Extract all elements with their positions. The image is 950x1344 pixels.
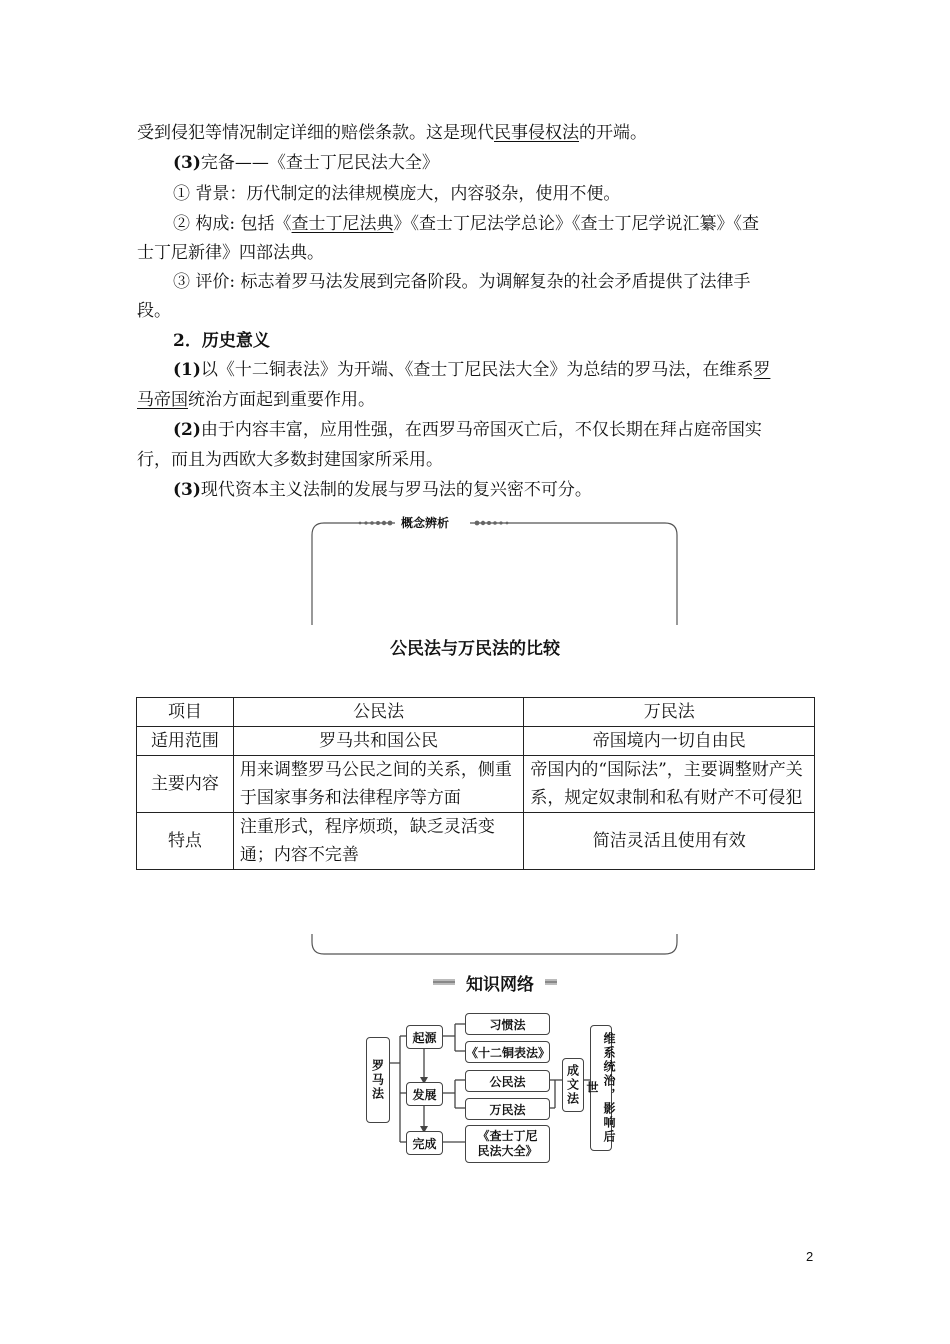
text: 》《查士丁尼法学总论》《查士丁尼学说汇纂》《查: [393, 214, 760, 234]
row-label: 适用范围: [137, 727, 234, 756]
item-number: (3): [173, 153, 201, 173]
network-leaf-corpus-juris: [465, 1125, 550, 1163]
body-line-1: [137, 121, 647, 145]
table-cell: 帝国境内一切自由民: [524, 727, 815, 756]
network-stage-development: 发展: [406, 1082, 443, 1106]
table-cell: 帝国内的“国际法”，主要调整财产关系，规定奴隶制和私有财产不可侵犯: [524, 756, 815, 813]
text: 的开端。: [579, 123, 647, 143]
network-root-node: 罗马法: [366, 1037, 390, 1123]
underlined-term: 民事侵权法: [494, 123, 579, 143]
table-title: 公民法与万民法的比较: [390, 639, 560, 659]
table-row: [137, 727, 815, 756]
network-leaf-law-of-nations: 万民法: [465, 1098, 550, 1120]
section-2-heading: 2．历史意义: [173, 331, 270, 351]
item-number: (1): [173, 360, 201, 380]
meaning-1-line-1: [173, 358, 770, 382]
network-leaf-civil-law: 公民法: [465, 1070, 550, 1092]
text: ② 构成: 包括《: [173, 214, 292, 234]
table-cell: 罗马共和国公民: [233, 727, 524, 756]
network-written-law: 成文法: [562, 1058, 584, 1112]
table-row: [137, 813, 815, 870]
meaning-2-line-2: 行，而且为西欧大多数封建国家所采用。: [137, 450, 443, 470]
composition-line-2: 士丁尼新律》四部法典。: [137, 243, 324, 263]
text: 由于内容丰富，应用性强，在西罗马帝国灭亡后，不仅长期在拜占庭帝国实: [200, 420, 762, 440]
meaning-2-line-1: [173, 418, 762, 442]
item-number: (2): [173, 420, 201, 440]
table-cell: 简洁灵活且使用有效: [524, 813, 815, 870]
underlined-term: 罗: [753, 360, 771, 380]
underlined-term: 马帝国: [137, 390, 188, 410]
page-number: 2: [806, 1249, 814, 1264]
network-title: 知识网络: [455, 970, 545, 992]
network-leaf-twelve-tables: 《十二铜表法》: [465, 1041, 550, 1063]
subsection-3-heading: [173, 151, 439, 175]
underlined-term: 查士丁尼法典: [291, 214, 394, 234]
network-result-node: 维系统治，影响后世: [590, 1025, 612, 1151]
concept-frame-top: [0, 515, 950, 625]
network-stage-completion: 完成: [406, 1131, 443, 1155]
composition-line-1: [173, 212, 759, 236]
table-cell: 用来调整罗马公民之间的关系，侧重于国家事务和法律程序等方面: [233, 756, 524, 813]
comparison-table: [136, 697, 815, 870]
table-header-row: [137, 698, 815, 727]
row-label: 特点: [137, 813, 234, 870]
evaluation-line-2: 段。: [137, 301, 171, 321]
text: 统治方面起到重要作用。: [188, 390, 375, 410]
meaning-3-line: [173, 478, 592, 502]
table-row: [137, 756, 815, 813]
table-cell: 注重形式，程序烦琐，缺乏灵活变通；内容不完善: [233, 813, 524, 870]
leaf-line: 《查士丁尼: [477, 1129, 538, 1143]
evaluation-line-1: ③ 评价: 标志着罗马法发展到完备阶段。为调解复杂的社会矛盾提供了法律手: [173, 272, 751, 292]
text: 受到侵犯等情况制定详细的赔偿条款。这是现代: [137, 123, 494, 143]
meaning-1-line-2: [137, 388, 375, 412]
network-leaf-custom-law: 习惯法: [465, 1013, 550, 1035]
header-cell: 万民法: [524, 698, 815, 727]
item-number: (3): [173, 480, 201, 500]
text: 完备——《查士丁尼民法大全》: [200, 153, 439, 173]
text: 以《十二铜表法》为开端、《查士丁尼民法大全》为总结的罗马法，在维系: [200, 360, 754, 380]
header-cell: 项目: [137, 698, 234, 727]
header-cell: 公民法: [233, 698, 524, 727]
concept-frame-bottom: [0, 932, 950, 962]
background-line: ① 背景：历代制定的法律规模庞大，内容驳杂，使用不便。: [173, 184, 621, 204]
network-stage-origin: 起源: [406, 1025, 443, 1049]
row-label: 主要内容: [137, 756, 234, 813]
leaf-line: 民法大全》: [477, 1144, 538, 1158]
text: 现代资本主义法制的发展与罗马法的复兴密不可分。: [200, 480, 592, 500]
concept-frame-title: 概念辨析: [401, 516, 450, 530]
